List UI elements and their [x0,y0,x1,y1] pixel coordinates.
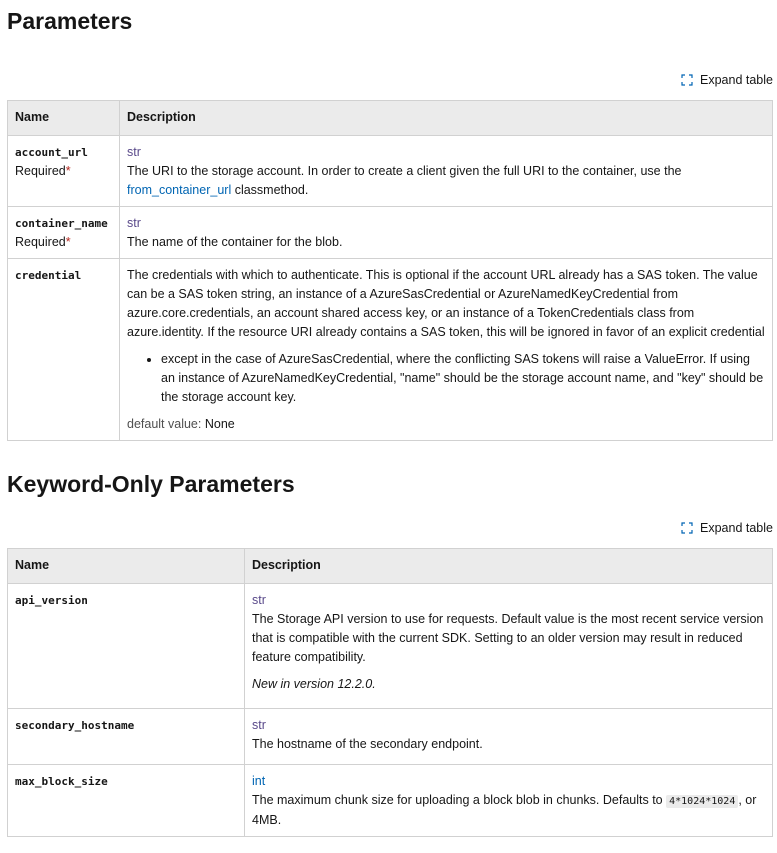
required-star: * [65,164,71,178]
param-type[interactable]: str [127,145,141,159]
param-name: api_version [15,594,88,607]
table-header-row [8,101,773,136]
param-description: The maximum chunk size for uploading a block blob in chunks. Defaults to 4*1024*1024 , or 4MB. [252,793,757,827]
version-note: New in version 12.2.0. [252,677,376,691]
param-description: The URI to the storage account. In order to create a client given the full URI to the container, use the from_container_url classmethod. [127,164,682,197]
table-row [8,584,773,709]
param-name: max_block_size [15,775,108,788]
table-row [8,709,773,765]
table-row [8,136,773,207]
param-description: The name of the container for the blob. [127,235,343,249]
expand-table-button[interactable] [681,521,773,535]
list-item: • except in the case of AzureSasCredential, where the conflicting SAS tokens will raise a ValueError. If using an instance of AzureNamedKeyCredential, "name" should be the storage account name, and "key" should be the storage account key. [161,350,765,407]
param-type[interactable]: int [252,774,266,788]
header-name: Name [8,101,120,136]
from-container-url-link[interactable]: from_container_url [127,183,232,197]
param-description: The Storage API version to use for requests. Default value is the most recent service version that is compatible with the current SDK. Setting to an older version may result in reduced feature compatibility. [252,612,764,664]
param-type[interactable]: str [127,216,141,230]
param-description: The hostname of the secondary endpoint. [252,737,483,751]
required-label: Required [15,235,66,249]
param-name: credential [15,269,82,282]
keyword-parameters-table [7,548,773,837]
header-description: Description [120,101,773,136]
param-type[interactable]: str [252,718,266,732]
expand-icon [681,74,693,86]
param-name: container_name [15,217,108,230]
table-row [8,207,773,259]
header-name: Name [8,549,245,584]
parameters-table [7,100,773,441]
keyword-parameters-heading: Keyword-Only Parameters [7,471,295,497]
expand-table-label: Expand table [700,73,773,87]
table-header-row [8,549,773,584]
expand-table-button[interactable] [681,73,773,87]
parameters-heading: Parameters [7,8,133,34]
inline-code: 4*1024*1024 [666,795,738,808]
param-type[interactable]: str [252,593,266,607]
description-list [127,350,765,407]
table-row [8,259,773,441]
header-description: Description [245,549,773,584]
param-name: secondary_hostname [15,719,135,732]
expand-table-label: Expand table [700,521,773,535]
param-description: The credentials with which to authenticate. This is optional if the account URL already has a SAS token. The value can be a SAS token string, an instance of a AzureSasCredential or AzureNamedKeyCredential from azure.core.credentials, an account shared access key, or an instance of a TokenCredentials class from azure.identity. If the resource URI already contains a SAS token, this will be ignored in favor of an explicit credential [127,268,765,339]
required-label: Required [15,164,66,178]
param-name: account_url [15,146,88,159]
required-star: * [65,235,71,249]
default-value: default value: None [127,417,235,431]
expand-icon [681,522,693,534]
table-row [8,765,773,837]
